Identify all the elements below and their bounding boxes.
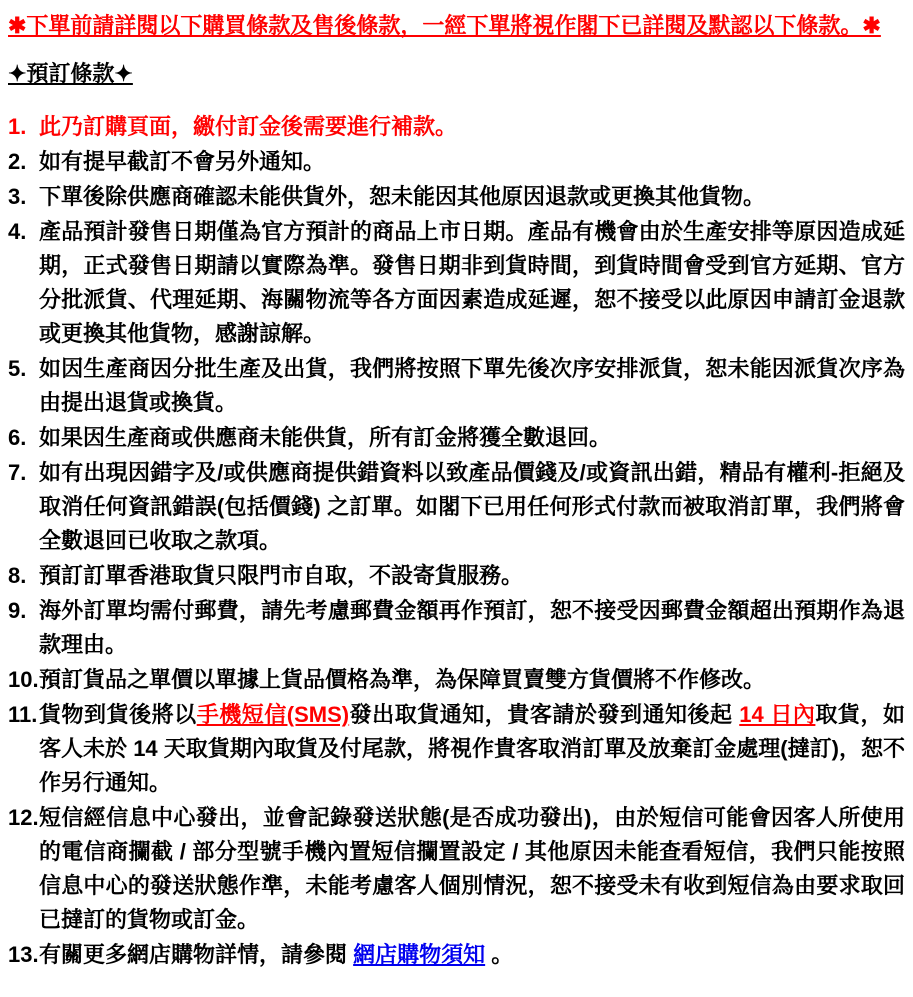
term-text xyxy=(39,559,905,593)
text-run: 短信經信息中心發出，並會記錄發送狀態(是否成功發出)，由於短信可能會因客人所使用的電信商攔截 / 部分型號手機內置短信攔置設定 / 其他原因未能查看短信，我們只能按照信息中心的發送狀態作準，未能考慮客人個別情況，恕不接受未有收到短信為由要求取回已撻訂的貨物或訂金。 xyxy=(39,805,905,932)
term-number: 8. xyxy=(8,563,27,588)
text-run: 發出取貨通知，貴客請於發到通知後起 xyxy=(349,702,740,727)
text-run: 如有出現因錯字及/或供應商提供錯資料以致產品價錢及/或資訊出錯，精品有權利-拒絕及取消任何資訊錯誤(包括價錢) 之訂單。如閣下已用任何形式付款而被取消訂單，我們將會全數退回已收取之款項。 xyxy=(39,460,905,553)
term-item xyxy=(8,352,905,420)
highlighted-text-run: 此乃訂購頁面，繳付訂金後需要進行補款。 xyxy=(39,114,458,139)
term-text xyxy=(39,663,905,697)
term-item xyxy=(8,559,905,593)
term-number: 6. xyxy=(8,425,27,450)
text-run: 預訂訂單香港取貨只限門市自取，不設寄貨服務。 xyxy=(39,563,524,588)
term-text xyxy=(39,180,905,214)
text-run: 下單後除供應商確認未能供貨外，恕未能因其他原因退款或更換其他貨物。 xyxy=(39,184,766,209)
term-number: 4. xyxy=(8,219,27,244)
term-number: 10. xyxy=(8,667,39,692)
term-item xyxy=(8,180,905,214)
terms-list xyxy=(8,110,905,972)
term-number: 13. xyxy=(8,942,39,967)
text-run: 預訂貨品之單價以單據上貨品價格為準，為保障買賣雙方貨價將不作修改。 xyxy=(39,667,766,692)
term-item xyxy=(8,698,905,800)
term-item xyxy=(8,801,905,937)
text-run: 貨物到貨後將以 xyxy=(39,702,197,727)
term-number: 9. xyxy=(8,598,27,623)
highlighted-text-run: 14 日內 xyxy=(739,702,816,727)
term-text xyxy=(39,110,905,144)
term-number: 11. xyxy=(8,702,38,727)
text-run: 如因生產商因分批生產及出貨，我們將按照下單先後次序安排派貨，恕未能因派貨次序為由提出退貨或換貨。 xyxy=(39,356,905,415)
term-text xyxy=(39,594,905,662)
term-number: 12. xyxy=(8,805,39,830)
term-item xyxy=(8,594,905,662)
term-text xyxy=(39,215,905,351)
term-text xyxy=(39,145,905,179)
term-text xyxy=(39,938,905,972)
highlighted-text-run: 手機短信(SMS) xyxy=(196,702,350,727)
term-number: 5. xyxy=(8,356,27,381)
text-run: 產品預計發售日期僅為官方預計的商品上市日期。產品有機會由於生產安排等原因造成延期，正式發售日期請以實際為準。發售日期非到貨時間，到貨時間會受到官方延期、官方分批派貨、代理延期、海關物流等各方面因素造成延遲，恕不接受以此原因申請訂金退款或更換其他貨物，感謝諒解。 xyxy=(39,219,905,346)
text-run: 海外訂單均需付郵費，請先考慮郵費金額再作預訂，恕不接受因郵費金額超出預期作為退款理由。 xyxy=(39,598,905,657)
text-run: 有關更多網店購物詳情，請參閱 xyxy=(39,942,354,967)
term-item xyxy=(8,938,905,972)
text-run: 取貨，如客人未於 14 天取貨期內取貨及付尾款，將視作貴客取消訂單及放棄訂金處理(撻訂)，恕不作另行通知。 xyxy=(39,702,905,795)
term-text xyxy=(39,352,905,420)
term-item xyxy=(8,215,905,351)
purchase-notice-title: ✱下單前請詳閱以下購買條款及售後條款，一經下單將視作閣下已詳閱及默認以下條款。✱ xyxy=(8,13,881,38)
term-number: 7. xyxy=(8,460,27,485)
term-text xyxy=(39,801,905,937)
term-item xyxy=(8,145,905,179)
term-number: 1. xyxy=(8,114,27,139)
store-shopping-notice-link[interactable]: 網店購物須知 xyxy=(353,942,486,967)
term-item xyxy=(8,110,905,144)
term-text xyxy=(39,456,905,558)
term-item xyxy=(8,421,905,455)
text-run: 如有提早截訂不會另外通知。 xyxy=(39,149,326,174)
term-text xyxy=(39,698,905,800)
term-number: 2. xyxy=(8,149,27,174)
text-run: 。 xyxy=(485,942,514,967)
text-run: 如果因生產商或供應商未能供貨，所有訂金將獲全數退回。 xyxy=(39,425,612,450)
term-text xyxy=(39,421,905,455)
term-item xyxy=(8,663,905,697)
term-item xyxy=(8,456,905,558)
preorder-terms-heading: ✦預訂條款✦ xyxy=(8,61,133,86)
term-number: 3. xyxy=(8,184,27,209)
